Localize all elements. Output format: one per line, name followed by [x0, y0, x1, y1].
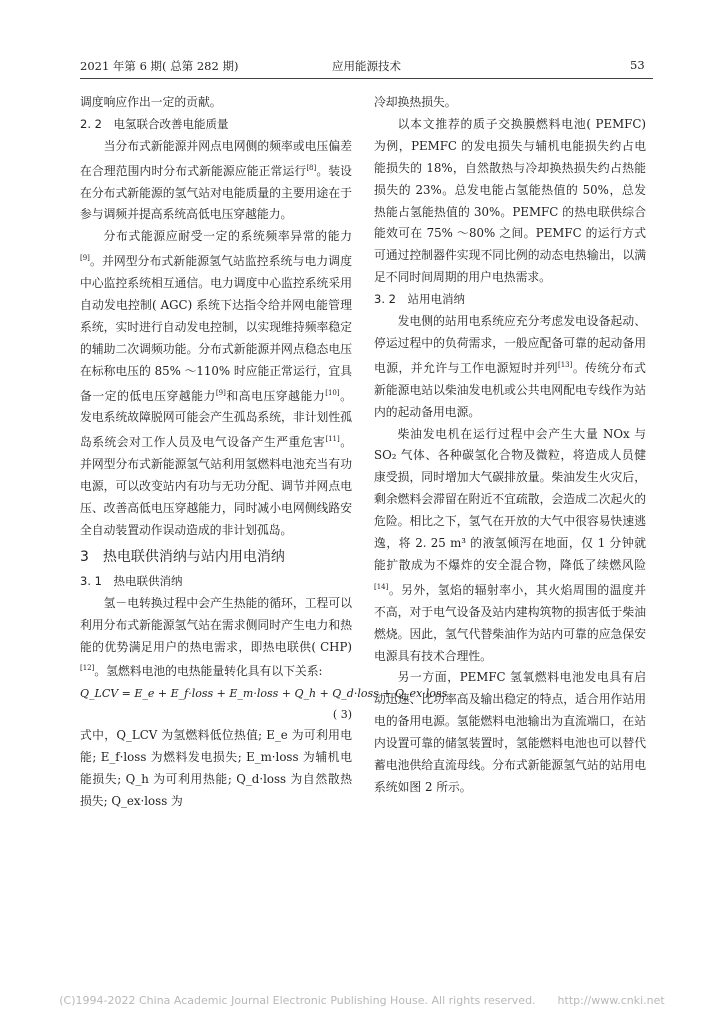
citation: [8]	[306, 163, 317, 172]
section-heading-3: 3 热电联供消纳与站内用电消纳	[80, 548, 285, 565]
equation-number: ( 3)	[332, 708, 352, 722]
citation: [13]	[558, 360, 573, 369]
text: 。并网型分布式新能源氢气站监控系统与电力调度中心监控系统相互通信。电力调度中心监控系统采用自动发电控制( AGC) 系统下达指令给并网电能管理系统，实时进行自动发电控制，以实现维持频率稳定的辅助二次调频功能。分布式新能源并网点稳态电压在标称电压的 85% ～110% 时应能正常运行，宜具备一定的低电压穿越能力	[80, 254, 352, 403]
copyright-footer: (C)1994-2022 China Academic Journal Electronic Publishing House. All rights reserved. http://www.cnki.net	[59, 994, 665, 1007]
text: 。传统分布式新能源电站以柴油发电机或公共电网配电专线作为站内的起动备用电源。	[374, 360, 646, 419]
paragraph-continued: 冷却换热损失。	[374, 95, 457, 109]
paragraph	[80, 226, 352, 541]
paragraph-continued: 调度响应作出一定的贡献。	[80, 95, 222, 109]
text: 分布式能源应耐受一定的系统频率异常的能力	[103, 229, 352, 244]
paragraph	[374, 311, 646, 423]
text: 当分布式新能源并网点电网侧的频率或电压偏差在合理范围内时分布式新能源应能正常运行	[80, 138, 352, 178]
header-journal-issue: 2021 年第 6 期( 总第 282 期)	[80, 59, 239, 73]
citation: [12]	[80, 664, 95, 673]
text: 。发电系统故障脱网可能会产生孤岛系统，非计划性孤岛系统会对工作人员及电气设备产生严重危害	[80, 388, 352, 450]
paragraph	[374, 424, 646, 668]
text: 。并网型分布式新能源氢气站利用氢燃料电池充当有功电源，可以改变站内有功与无功分配、调节并网点电压、改善高低电压穿越能力，同时减小电网侧线路安全自动装置动作误动造成的非计划孤岛。	[80, 435, 352, 537]
paragraph	[80, 136, 352, 227]
text: 和高电压穿越能力	[225, 388, 326, 403]
paragraph: 另一方面，PEMFC 氢氧燃料电池发电具有启动迅速、比功率高及输出稳定的特点，适合用作站用电的备用电源。氢能燃料电池输出为直流端口，在站内设置可靠的储氢装置时，氢能燃料电池也可以替代蓄电池供给直流母线。分布式新能源氢气站的站用电系统如图 2 所示。	[374, 670, 646, 794]
equation-3: Q_LCV = E_e + E_f·loss + E_m·loss + Q_h + Q_d·loss + Q_ex·loss	[80, 687, 448, 701]
header-page-number: 53	[630, 58, 645, 72]
citation: [9]	[215, 388, 226, 397]
text: 氢－电转换过程中会产生热能的循环，工程可以利用分布式新能源氢气站在需求侧同时产生电力和热能的优势满足用户的热电需求，即热电联供( CHP)	[80, 595, 352, 654]
citation: [11]	[325, 435, 340, 444]
text: 。装设在分布式新能源的氢气站对电能质量的主要用途在于参与调频并提高系统高低电压穿越能力。	[80, 163, 352, 222]
header-journal-title: 应用能源技术	[332, 59, 401, 73]
text: 柴油发电机在运行过程中会产生大量 NOx 与 SO₂ 气体、各种碳氢化合物及微粒，将造成人员健康受损，同时增加大气碳排放量。柴油发生火灾后，剩余燃料会滞留在附近不宜疏散，会造成二次起火的危险。相比之下，氢气在开放的大气中很容易快速逃逸，将 2. 25 m³ 的液氢倾泻在地面，仅 1 分钟就能扩散成为不爆炸的安全混合物，降低了续燃风险	[374, 426, 646, 572]
citation: [14]	[374, 582, 389, 591]
text: 发电侧的站用电系统应充分考虑发电设备起动、停运过程中的负荷需求，一般应配备可靠的起动备用电源，并允许与工作电源短时并列	[374, 314, 646, 375]
paragraph-where: 式中，Q_LCV 为氢燃料低位热值; E_e 为可利用电能; E_f·loss 为燃料发电损失; E_m·loss 为辅机电能损失; Q_h 为可利用热能; Q_d·loss 为自然散热损失; Q_ex·loss 为	[80, 728, 352, 808]
paragraph	[80, 593, 352, 684]
text: 。另外，氢焰的辐射率小，其火焰周围的温度并不高，对于电气设备及站内建构筑物的损害低于柴油燃烧。因此，氢气代替柴油作为站内可靠的应急保安电源具有技术合理性。	[374, 582, 646, 663]
paragraph: 以本文推荐的质子交换膜燃料电池( PEMFC) 为例，PEMFC 的发电损失与辅机电能损失约占电能损失的 18%，自然散热与冷却换热损失约占热能损失的 23%。总发电能占氢能热值的 50%，总发热能占氢能热值的 30%。PEMFC 的热电联供综合能效可在 75% ～80% 之间。PEMFC 的运行方式可通过控制器件实现不同比例的动态电热输出，以满足不同时间周期的用户电热需求。	[374, 116, 646, 285]
section-heading-3-1: 3. 1 热电联供消纳	[80, 573, 183, 588]
section-heading-2-2: 2. 2 电氢联合改善电能质量	[80, 116, 229, 131]
right-column	[374, 92, 646, 799]
text: 。氢燃料电池的电热能量转化具有以下关系:	[94, 664, 323, 679]
citation: [10]	[325, 388, 340, 397]
header-rule	[80, 78, 653, 79]
section-heading-3-2: 3. 2 站用电消纳	[374, 292, 465, 307]
citation: [9]	[80, 254, 90, 263]
